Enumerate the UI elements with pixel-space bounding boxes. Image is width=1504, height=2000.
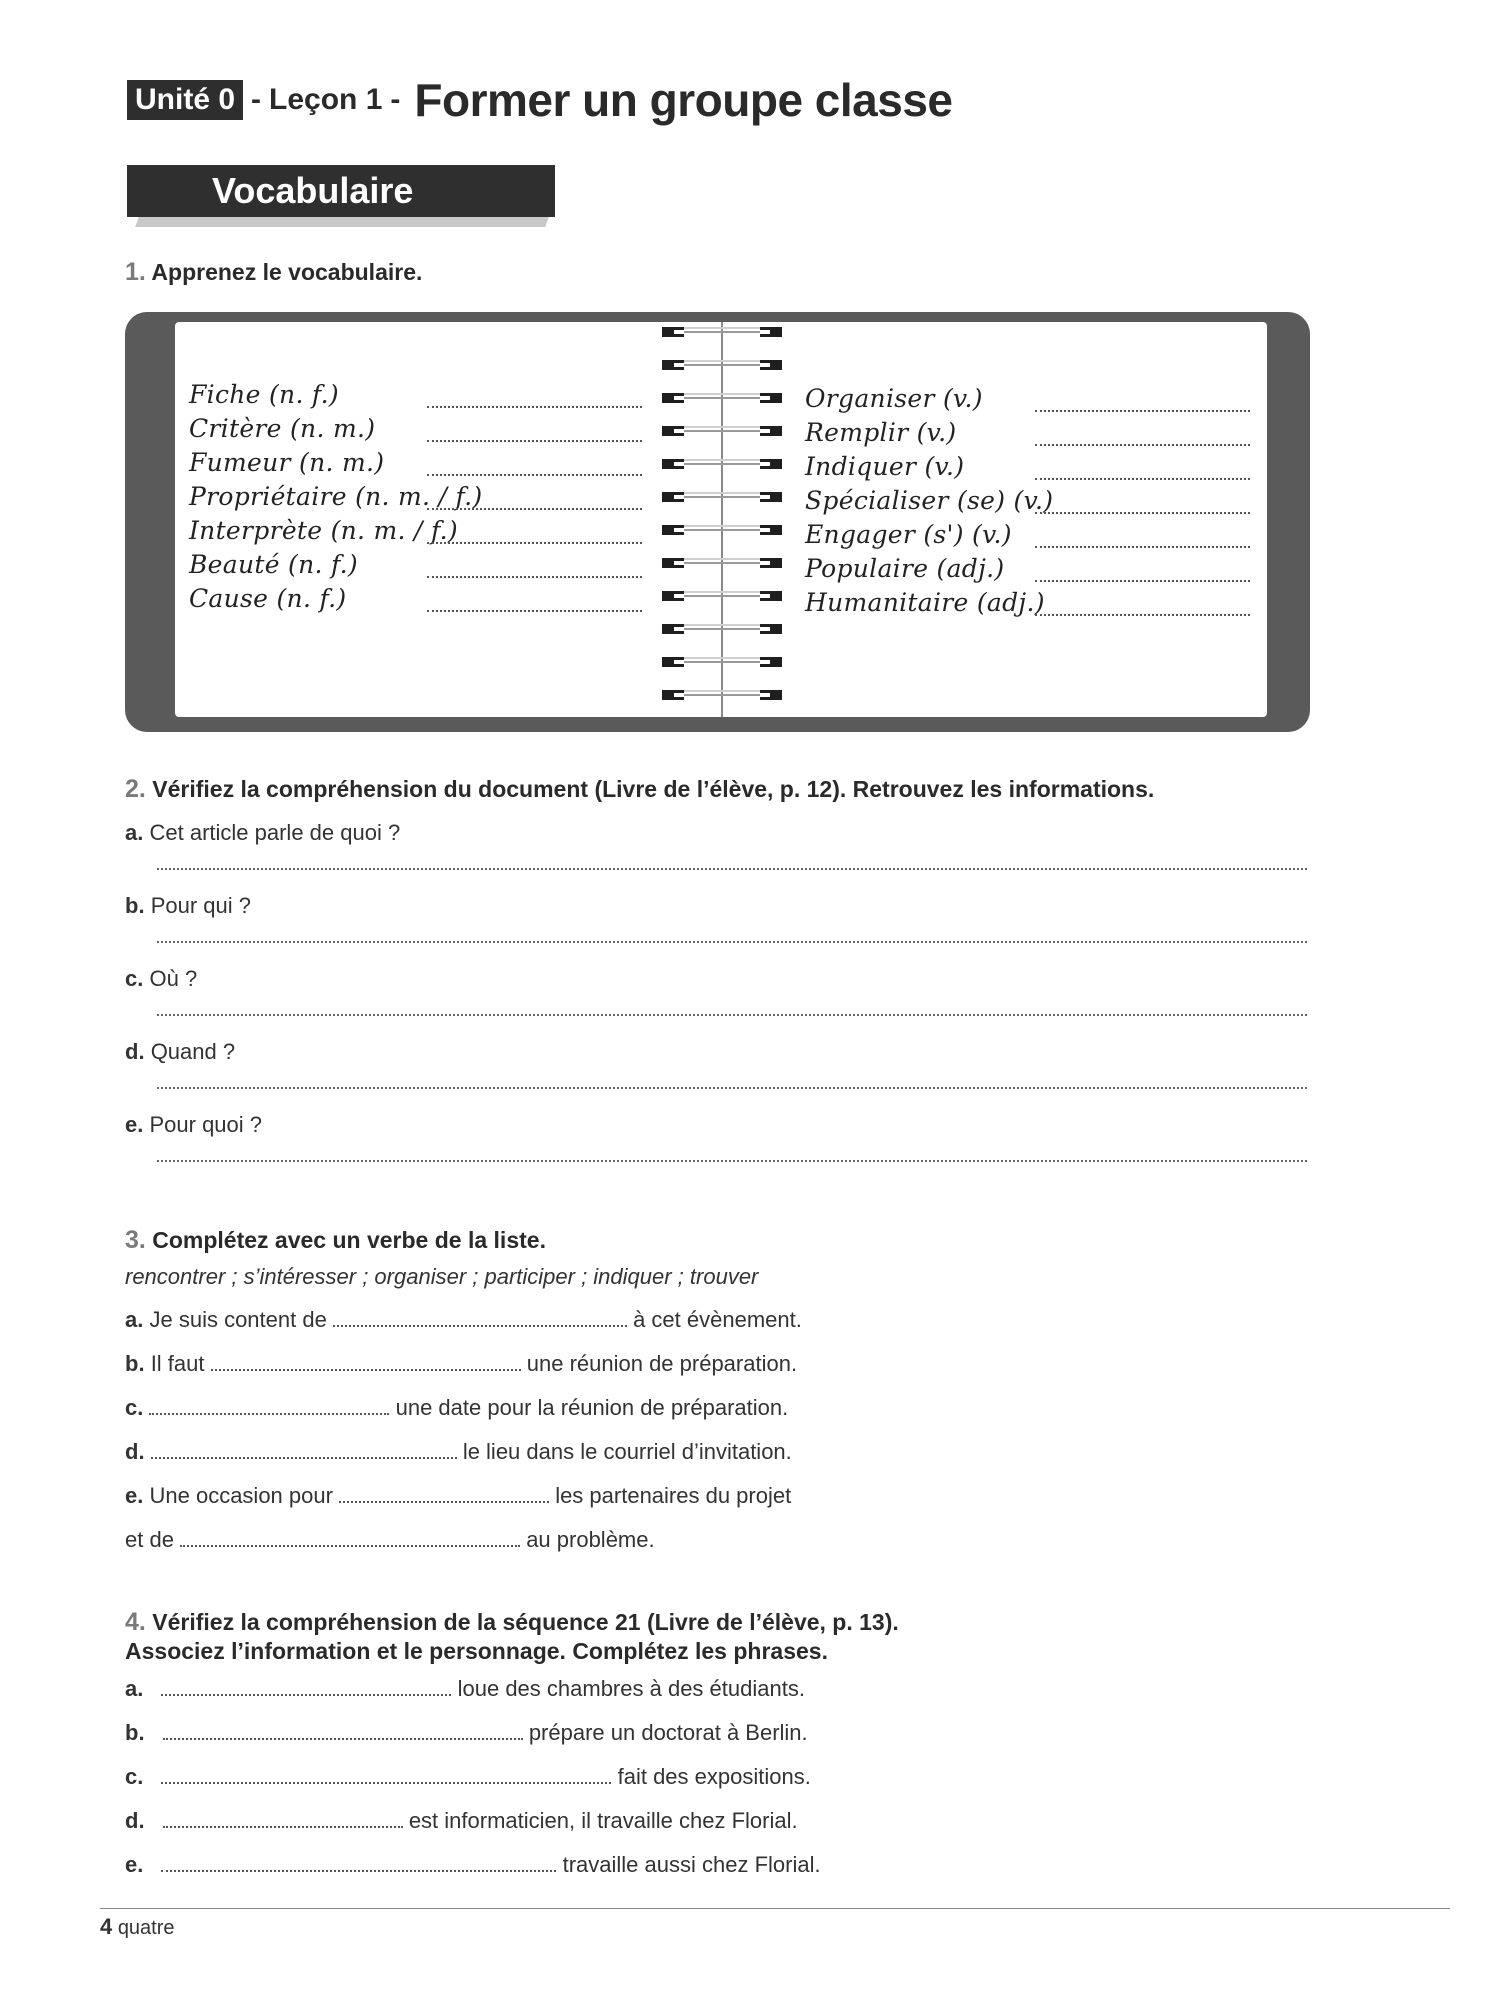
fill-in-blank[interactable] xyxy=(161,1870,556,1872)
vocab-word: Critère (n. m.) xyxy=(189,414,376,443)
item-letter: e. xyxy=(125,1852,144,1877)
fill-in-blank[interactable] xyxy=(211,1369,521,1371)
vocab-answer-line[interactable] xyxy=(1035,614,1250,616)
q4-item xyxy=(125,1676,805,1702)
header-separator-1: - xyxy=(251,83,262,116)
q3-item xyxy=(125,1439,792,1465)
spiral-ring xyxy=(662,423,782,439)
vocab-answer-line[interactable] xyxy=(1035,444,1250,446)
q4-item xyxy=(125,1720,808,1746)
fill-in-blank[interactable] xyxy=(339,1501,549,1503)
vocab-answer-line[interactable] xyxy=(427,440,642,442)
item-after: travaille aussi chez Florial. xyxy=(562,1852,821,1877)
spiral-ring xyxy=(662,456,782,472)
vocab-answer-line[interactable] xyxy=(1035,478,1250,480)
q1-text: Apprenez le vocabulaire. xyxy=(151,259,423,285)
vocab-answer-line[interactable] xyxy=(1035,410,1250,412)
q4-text-line1: Vérifiez la compréhension de la séquence 21 (Livre de l’élève, p. 13). xyxy=(152,1609,899,1635)
item-letter: d. xyxy=(125,1439,145,1464)
q3-item xyxy=(125,1483,791,1509)
q4-text-line2: Associez l’information et le personnage. Complétez les phrases. xyxy=(125,1638,828,1664)
q2-heading xyxy=(125,775,1154,804)
spiral-ring xyxy=(662,654,782,670)
vocab-answer-line[interactable] xyxy=(427,474,642,476)
item-after: à cet évènement. xyxy=(633,1307,802,1332)
vocab-word: Indiquer (v.) xyxy=(805,452,965,481)
q3-item xyxy=(125,1351,797,1377)
footer-rule xyxy=(100,1908,1450,1909)
item-letter: a. xyxy=(125,1307,144,1332)
q3-number: 3. xyxy=(125,1226,146,1254)
section-title: Vocabulaire xyxy=(127,165,555,217)
item-after: une réunion de préparation. xyxy=(526,1351,798,1376)
section-banner xyxy=(127,165,555,221)
item-before: Je suis content de xyxy=(149,1307,327,1332)
answer-line[interactable] xyxy=(157,1160,1307,1162)
q3-heading xyxy=(125,1226,546,1255)
spiral-ring xyxy=(662,621,782,637)
spiral-ring xyxy=(662,489,782,505)
vocab-word: Remplir (v.) xyxy=(805,418,957,447)
spiral-ring xyxy=(662,687,782,703)
q3-item xyxy=(125,1395,788,1421)
item-text: Pour quoi ? xyxy=(149,1112,263,1137)
spiral-ring xyxy=(662,555,782,571)
q4-item xyxy=(125,1852,821,1878)
item-letter: b. xyxy=(125,1720,145,1745)
lesson-label: Leçon 1 xyxy=(269,83,383,116)
vocab-word: Propriétaire (n. m. / f.) xyxy=(189,482,483,511)
answer-line[interactable] xyxy=(157,868,1307,870)
fill-in-blank[interactable] xyxy=(161,1694,451,1696)
banner-shadow xyxy=(135,217,549,227)
answer-line[interactable] xyxy=(157,941,1307,943)
vocab-answer-line[interactable] xyxy=(427,542,642,544)
item-after: les partenaires du projet xyxy=(555,1483,792,1508)
vocab-answer-line[interactable] xyxy=(427,406,642,408)
item-letter: c. xyxy=(125,966,144,991)
item-after: prépare un doctorat à Berlin. xyxy=(528,1720,808,1745)
page-header xyxy=(127,70,953,130)
unit-label: Unité 0 xyxy=(127,80,243,120)
item-after: loue des chambres à des étudiants. xyxy=(457,1676,805,1701)
item-letter: d. xyxy=(125,1039,145,1064)
q1-heading xyxy=(125,258,422,287)
vocab-word: Beauté (n. f.) xyxy=(189,550,358,579)
item-before: Une occasion pour xyxy=(149,1483,333,1508)
item-before: et de xyxy=(125,1527,174,1552)
q4-item xyxy=(125,1808,798,1834)
item-after: est informaticien, il travaille chez Florial. xyxy=(408,1808,798,1833)
answer-line[interactable] xyxy=(157,1087,1307,1089)
q1-number: 1. xyxy=(125,258,146,286)
item-letter: d. xyxy=(125,1808,145,1833)
q2-item xyxy=(125,820,400,846)
fill-in-blank[interactable] xyxy=(333,1325,627,1327)
q3-continuation xyxy=(125,1527,655,1553)
page-number xyxy=(100,1914,175,1940)
item-after: le lieu dans le courriel d’invitation. xyxy=(462,1439,792,1464)
page-title: Former un groupe classe xyxy=(414,74,953,126)
vocab-answer-line[interactable] xyxy=(427,610,642,612)
header-separator-2: - xyxy=(390,83,401,116)
item-text: Pour qui ? xyxy=(150,893,251,918)
page-number-word: quatre xyxy=(117,1917,175,1939)
item-letter: b. xyxy=(125,893,145,918)
fill-in-blank[interactable] xyxy=(163,1826,403,1828)
spiral-ring xyxy=(662,588,782,604)
vocab-answer-line[interactable] xyxy=(1035,580,1250,582)
spiral-ring xyxy=(662,357,782,373)
vocab-word: Cause (n. f.) xyxy=(189,584,347,613)
vocab-word: Humanitaire (adj.) xyxy=(805,588,1045,617)
item-before: Il faut xyxy=(150,1351,205,1376)
answer-line[interactable] xyxy=(157,1014,1307,1016)
item-after: fait des expositions. xyxy=(617,1764,811,1789)
vocab-word: Populaire (adj.) xyxy=(805,554,1005,583)
spiral-ring xyxy=(662,522,782,538)
q4-heading xyxy=(125,1608,899,1637)
item-after: au problème. xyxy=(526,1527,655,1552)
fill-in-blank[interactable] xyxy=(180,1545,520,1547)
item-letter: e. xyxy=(125,1112,144,1137)
vocab-word: Fumeur (n. m.) xyxy=(189,448,385,477)
item-text: Cet article parle de quoi ? xyxy=(149,820,401,845)
q3-item xyxy=(125,1307,802,1333)
q2-item xyxy=(125,1112,262,1138)
item-letter: a. xyxy=(125,820,144,845)
page-number-digit: 4 xyxy=(100,1914,113,1939)
vocab-word: Spécialiser (se) (v.) xyxy=(805,486,1054,515)
verb-list: rencontrer ; s’intéresser ; organiser ; participer ; indiquer ; trouver xyxy=(125,1264,759,1289)
vocab-word: Interprète (n. m. / f.) xyxy=(189,516,458,545)
q2-item xyxy=(125,1039,235,1065)
item-text: Où ? xyxy=(149,966,198,991)
q2-text: Vérifiez la compréhension du document (Livre de l’élève, p. 12). Retrouvez les informations. xyxy=(152,776,1155,802)
item-letter: e. xyxy=(125,1483,144,1508)
vocab-answer-line[interactable] xyxy=(427,508,642,510)
notebook-vocabulary xyxy=(125,312,1310,732)
vocab-word: Engager (s') (v.) xyxy=(805,520,1012,549)
fill-in-blank[interactable] xyxy=(161,1782,611,1784)
q2-item xyxy=(125,966,197,992)
q4-item xyxy=(125,1764,811,1790)
vocab-answer-line[interactable] xyxy=(1035,512,1250,514)
spiral-ring xyxy=(662,390,782,406)
vocab-answer-line[interactable] xyxy=(1035,546,1250,548)
item-letter: a. xyxy=(125,1676,144,1701)
q2-item xyxy=(125,893,251,919)
item-text: Quand ? xyxy=(150,1039,236,1064)
item-letter: c. xyxy=(125,1764,144,1789)
q3-text: Complétez avec un verbe de la liste. xyxy=(152,1227,546,1253)
item-letter: b. xyxy=(125,1351,145,1376)
spiral-ring xyxy=(662,324,782,340)
item-after: une date pour la réunion de préparation. xyxy=(395,1395,789,1420)
vocab-word: Fiche (n. f.) xyxy=(189,380,339,409)
q2-number: 2. xyxy=(125,775,146,803)
vocab-word: Organiser (v.) xyxy=(805,384,983,413)
item-letter: c. xyxy=(125,1395,144,1420)
fill-in-blank[interactable] xyxy=(149,1413,389,1415)
fill-in-blank[interactable] xyxy=(151,1457,457,1459)
vocab-answer-line[interactable] xyxy=(427,576,642,578)
q4-number: 4. xyxy=(125,1608,146,1636)
fill-in-blank[interactable] xyxy=(163,1738,523,1740)
